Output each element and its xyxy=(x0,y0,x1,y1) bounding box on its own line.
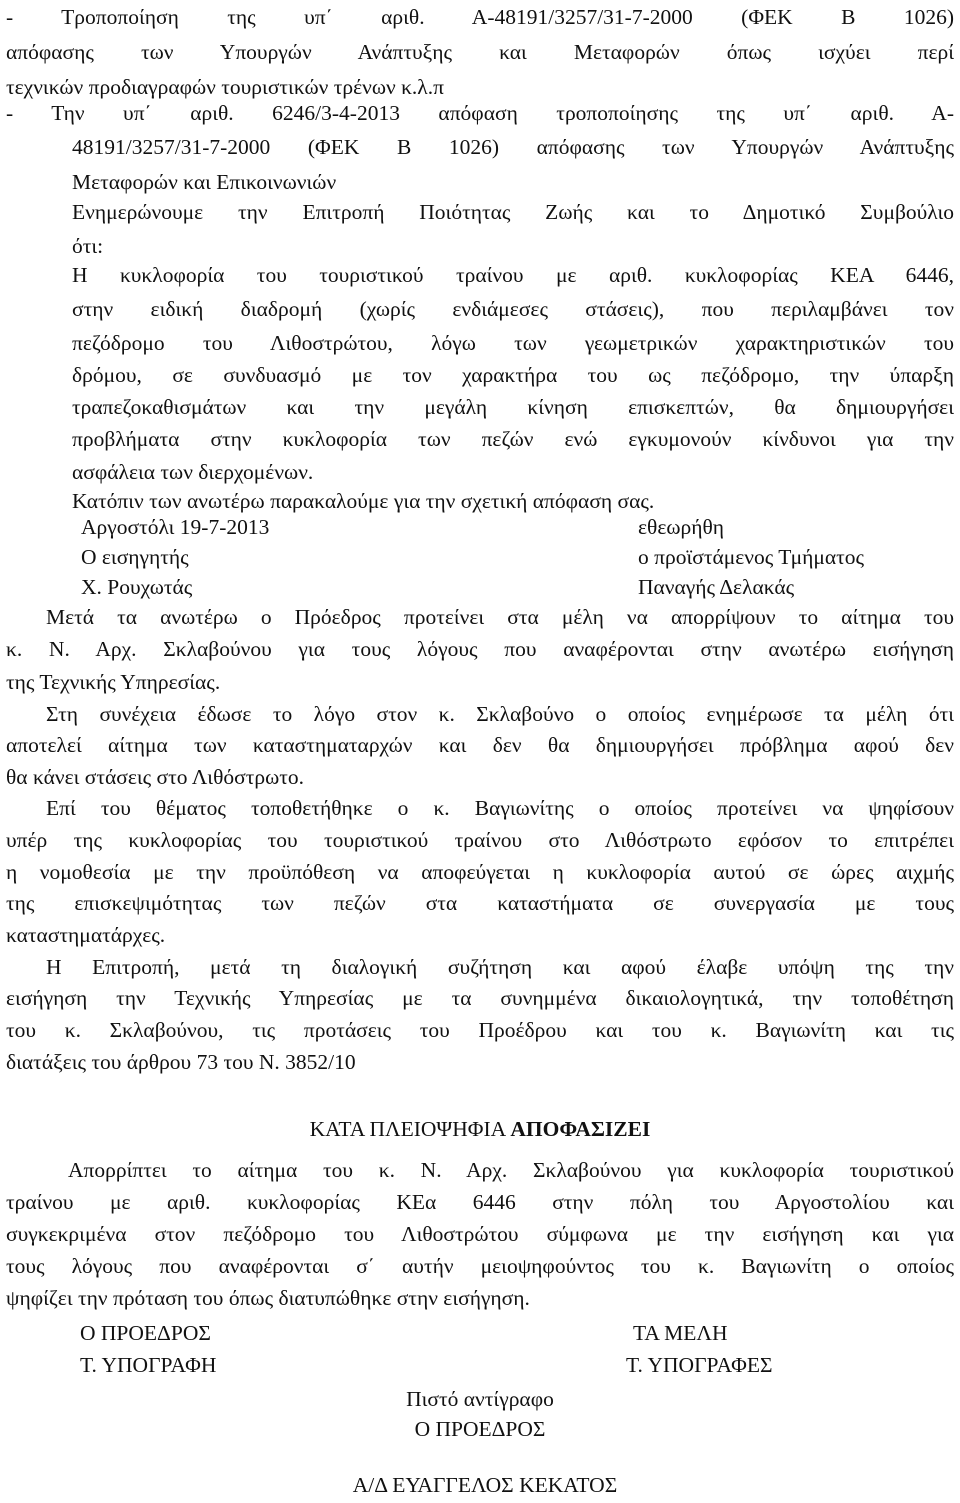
text-line: 48191/3257/31-7-2000 (ΦΕΚ Β 1026) απόφασης των Υπουργών Ανάπτυξης xyxy=(72,135,954,159)
approved-text: εθεωρήθη xyxy=(638,515,725,539)
text-line: δρόμου, σε συνδυασμό με τον χαρακτήρα του ως πεζόδρομο, την ύπαρξη xyxy=(72,363,954,387)
closing-row xyxy=(6,1348,954,1384)
text-line: τεχνικών προδιαγραφών τουριστικών τρένων κ.λ.π xyxy=(6,75,444,99)
text-line: Η κυκλοφορία του τουριστικού τραίνου με αριθ. κυκλοφορίας ΚΕΑ 6446, xyxy=(72,263,954,287)
text-line: Μεταφορών και Επικοινωνιών xyxy=(72,170,337,194)
text-line: η νομοθεσία με την προϋπόθεση να αποφεύγεται η κυκλοφορία αυτού σε ώρες αιχμής xyxy=(6,860,954,884)
text-line: πεζόδρομο του Λιθοστρώτου, λόγω των γεωμετρικών χαρακτηριστικών του xyxy=(72,331,954,355)
text-line: Απορρίπτει το αίτημα του κ. Ν. Αρχ. Σκλαβούνου για κυκλοφορία τουριστικού xyxy=(68,1158,954,1182)
decision-bold: ΑΠΟΦΑΣΙΖΕΙ xyxy=(510,1117,651,1141)
text-line: θα κάνει στάσεις στο Λιθόστρωτο. xyxy=(6,765,305,789)
true-copy-label: Πιστό αντίγραφο xyxy=(406,1387,554,1411)
text-line: τους λόγους που αναφέρονται σ΄ αυτήν μειοψηφούντος του κ. Βαγιωνίτη ο οποίος xyxy=(6,1254,954,1278)
text-line: προβλήματα στην κυκλοφορία των πεζών ενώ εγκυμονούν κίνδυνοι για την xyxy=(72,427,954,451)
text-line: τραπεζοκαθισμάτων και την μεγάλη κίνηση επισκεπτών, θα δημιουργήσει xyxy=(72,395,954,419)
head-role: ο προϊστάμενος Τμήματος xyxy=(638,545,865,569)
president-label: Ο ΠΡΟΕΔΡΟΣ xyxy=(80,1321,211,1345)
text-line: ασφάλεια των διερχομένων. xyxy=(72,460,314,484)
text-line: Η Επιτροπή, μετά τη διαλογική συζήτηση και αφού έλαβε υπόψη της την xyxy=(46,955,954,979)
text-line: Μετά τα ανωτέρω ο Πρόεδρος προτείνει στα μέλη να απορρίψουν το αίτημα του xyxy=(46,605,954,629)
text-line: της επισκεψιμότητας των πεζών στα καταστήματα σε συνεργασία με τους xyxy=(6,891,954,915)
head-name: Παναγής Δελακάς xyxy=(638,575,795,599)
rapporteur-role: Ο εισηγητής xyxy=(81,545,189,569)
closing-row xyxy=(6,1316,954,1352)
rapporteur-name: Χ. Ρουχωτάς xyxy=(81,575,193,599)
signature-label: Τ. ΥΠΟΓΡΑΦΗ xyxy=(80,1353,217,1377)
president-label-2: Ο ΠΡΟΕΔΡΟΣ xyxy=(414,1417,546,1441)
text-line: απόφασης των Υπουργών Ανάπτυξης και Μεταφορών όπως ισχύει περί xyxy=(6,40,954,64)
text-line: στην ειδική διαδρομή (χωρίς ενδιάμεσες στάσεις), που περιλαμβάνει τον xyxy=(72,297,954,321)
signatures-label: Τ. ΥΠΟΓΡΑΦΕΣ xyxy=(626,1353,773,1377)
text-line: συγκεκριμένα στον πεζόδρομο του Λιθοστρώτου σύμφωνα με την εισήγηση και για xyxy=(6,1222,954,1246)
text-line: Στη συνέχεια έδωσε το λόγο στον κ. Σκλαβούνο ο οποίος ενημέρωσε τα μέλη ότι xyxy=(46,702,954,726)
text-line: εισήγηση την Τεχνικής Υπηρεσίας με τα συνημμένα δικαιολογητικά, την τοποθέτηση xyxy=(6,986,954,1010)
text-line: διατάξεις του άρθρου 73 του Ν. 3852/10 xyxy=(6,1050,356,1074)
text-line: της Τεχνικής Υπηρεσίας. xyxy=(6,670,221,694)
members-label: ΤΑ ΜΕΛΗ xyxy=(633,1321,728,1345)
text-line: ότι: xyxy=(72,234,104,258)
text-line: υπέρ της κυκλοφορίας του τουριστικού τραίνου στο Λιθόστρωτο εφόσον το επιτρέπει xyxy=(6,828,954,852)
text-line: Επί του θέματος τοποθετήθηκε ο κ. Βαγιωνίτης ο οποίος προτείνει να ψηφίσουν xyxy=(46,796,954,820)
signer-name: Α/Δ ΕΥΑΓΓΕΛΟΣ ΚΕΚΑΤΟΣ xyxy=(352,1473,618,1497)
text-line: καταστηματάρχες. xyxy=(6,923,166,947)
decision-heading xyxy=(0,1112,960,1147)
text-line: κ. Ν. Αρχ. Σκλαβούνου για τους λόγους που αναφέρονται στην ανωτέρω εισήγηση xyxy=(6,637,954,661)
text-line: Ενημερώνουμε την Επιτροπή Ποιότητας Ζωής και το Δημοτικό Συμβούλιο xyxy=(72,200,954,224)
text-line: - Την υπ΄ αριθ. 6246/3-4-2013 απόφαση τροποποίησης της υπ΄ αριθ. Α- xyxy=(6,101,954,125)
text-line: - Τροποποίηση της υπ΄ αριθ. Α-48191/3257/31-7-2000 (ΦΕΚ Β 1026) xyxy=(6,5,954,29)
text-line: ψηφίζει την πρόταση του όπως διατυπώθηκε στην εισήγηση. xyxy=(6,1286,530,1310)
date-text: Αργοστόλι 19-7-2013 xyxy=(81,515,270,539)
text-line: τραίνου με αριθ. κυκλοφορίας ΚΕα 6446 στην πόλη του Αργοστολίου και xyxy=(6,1190,954,1214)
text-line: αποτελεί αίτημα των καταστηματαρχών και δεν θα δημιουργήσει πρόβλημα αφού δεν xyxy=(6,733,954,757)
decision-prefix: ΚΑΤΑ ΠΛΕΙΟΨΗΦΙΑ xyxy=(309,1117,506,1141)
text-line: του κ. Σκλαβούνου, τις προτάσεις του Προέδρου και του κ. Βαγιωνίτη και τις xyxy=(6,1018,954,1042)
text-line: Κατόπιν των ανωτέρω παρακαλούμε για την σχετική απόφαση σας. xyxy=(72,489,655,513)
